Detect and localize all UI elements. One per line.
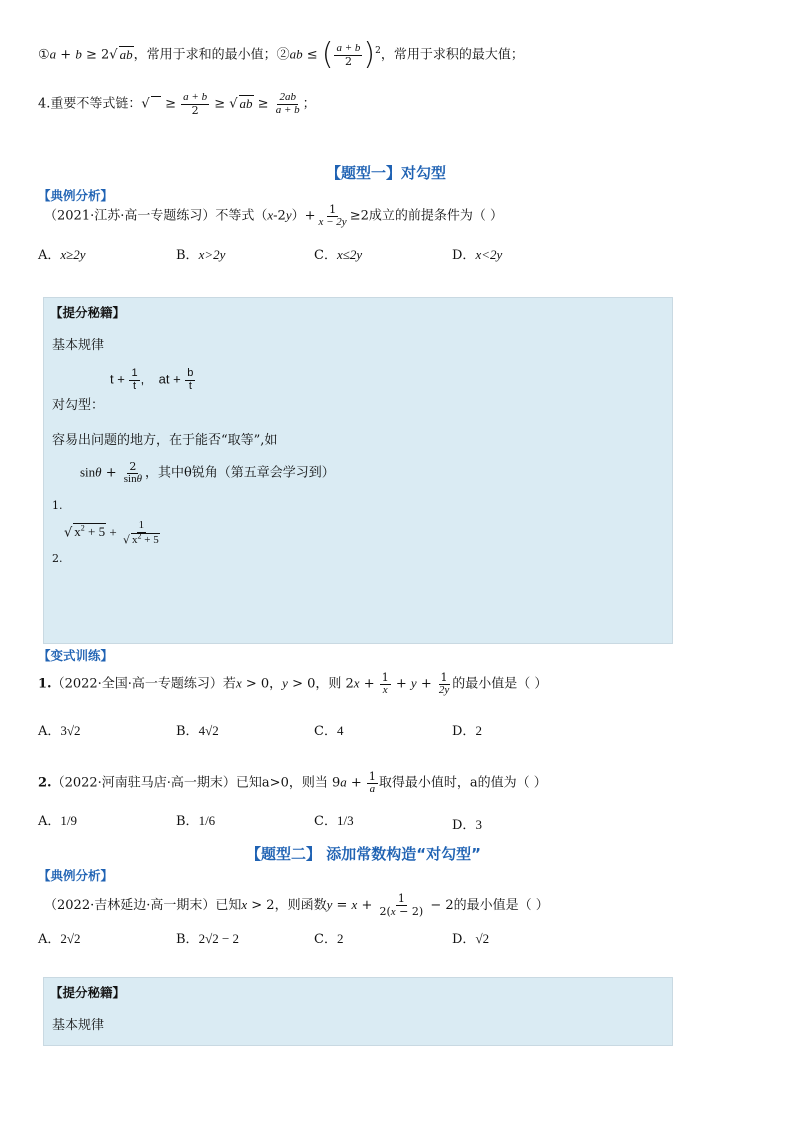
tip-box-1-note: 容易出问题的地方，在于能否“取等”,如 [52,433,278,448]
section-1-option-a[interactable]: A．x≥2y [38,247,86,263]
section-2-option-b[interactable]: B．2√2 − 2 [176,931,240,947]
tip-box-1-item-2: √ $x^2 + 5$ + $\frac{1}{√ x^2 + 5}$ [64,519,159,547]
tip-box-1-title: 【提分秘籍】 [50,305,126,320]
tip-box-2-rule: 基本规律 [52,1018,105,1033]
section-2-example-label: 【典例分析】 [38,868,114,883]
variant-q1-option-d[interactable]: D．2 [452,723,482,739]
section-1-option-d[interactable]: D．x<2y [452,247,503,263]
section-2-option-c[interactable]: C．2 [314,931,344,947]
section-1-example-label: 【典例分析】 [38,188,114,203]
tip-box-1-item-2-num: 2. [52,552,63,565]
section-1-option-c[interactable]: C．x≤2y [314,247,363,263]
tip-box-1 [43,297,673,644]
section-1-title: 【题型一】对勾型 [326,164,447,182]
variant-q1-option-c[interactable]: C．4 [314,723,344,739]
variant-question-1: 1.（2022·全国·高一专题练习）若x > 0，y > 0，则 2x + $\frac{1}{x}$ + y + $\frac{1}{2y}$ 的最小值是（ ） [38,671,548,696]
intro-circled-1: ① [38,47,50,63]
tip-box-1-item-1-num: 1. [52,499,63,512]
tip-box-1-duigou-label: 对勾型： [52,398,105,413]
intro-line-2-label: 4.重要不等式链： [38,96,142,112]
tip-box-1-item-1: sinθ + $\frac{2}{\sin\theta}$ ，其中θ锐角（第五章会学习到） [80,460,335,485]
variant-q1-option-a[interactable]: A．3√2 [38,723,81,739]
tip-box-1-duigou-formulas: t + $\frac{1}{t}$ , at + $\frac{b}{t}$ [110,367,194,392]
section-2-title: 【题型二】 添加常数构造“对勾型” [246,845,481,863]
section-1-question: （2021·江苏·高一专题练习）不等式（x-2y）+ $\frac{1}{x - 2y}$ ≥2成立的前提条件为（ ） [44,203,503,228]
tip-box-1-rule: 基本规律 [52,338,105,353]
variant-q2-option-c[interactable]: C．1/3 [314,813,354,829]
intro-line-1: ①a + b ≥ 2√ ab，常用于求和的最小值；②ab ≤ ( $\frac{a + b}{2}$ )$^2$，常用于求积的最大值； [38,37,524,72]
section-2-question: （2022·吉林延边·高一期末）已知x > 2，则函数y = x + $\frac{1}{2(x - 2)}$ − 2的最小值是（ ） [44,892,549,918]
tip-box-2-title: 【提分秘籍】 [50,985,126,1000]
variant-q2-option-d[interactable]: D．3 [452,817,482,833]
variant-q2-option-a[interactable]: A．1/9 [38,813,78,829]
section-2-option-a[interactable]: A．2√2 [38,931,81,947]
variant-q1-option-b[interactable]: B．4√2 [176,723,219,739]
intro-line-1-text-a: ，常用于求和的最小值；② [133,47,290,63]
section-2-option-d[interactable]: D．√2 [452,931,490,947]
section-1-option-b[interactable]: B．x>2y [176,247,226,263]
variant-label: 【变式训练】 [38,648,114,663]
variant-question-2: 2.（2022·河南驻马店·高一期末）已知a>0，则当 9a + $\frac{1}{a}$ 取得最小值时，a的值为（ ） [38,770,547,795]
intro-line-2: 4.重要不等式链：√ ≥ $\frac{a + b}{2}$ ≥ √ ab ≥ $\frac{2ab}{a + b}$ ； [38,91,316,117]
intro-line-1-text-b: ，常用于求积的最大值； [380,47,524,63]
variant-q2-option-b[interactable]: B．1/6 [176,813,216,829]
tip-box-2 [43,977,673,1046]
